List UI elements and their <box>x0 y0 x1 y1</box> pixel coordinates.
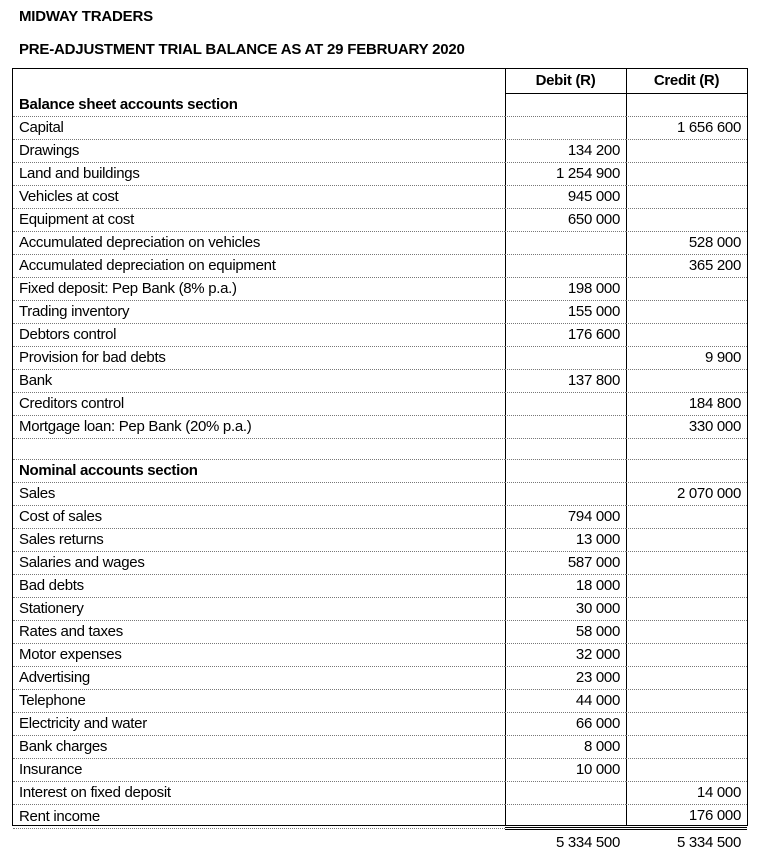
account-name: Debtors control <box>13 324 505 347</box>
account-name: Bad debts <box>13 575 505 598</box>
debit-amount <box>505 782 626 805</box>
account-name: Trading inventory <box>13 301 505 324</box>
credit-amount <box>626 324 747 347</box>
account-row <box>13 667 747 690</box>
account-row <box>13 232 747 255</box>
account-row <box>13 324 747 347</box>
account-name: Fixed deposit: Pep Bank (8% p.a.) <box>13 278 505 301</box>
account-row <box>13 621 747 644</box>
account-name: Capital <box>13 117 505 140</box>
credit-amount <box>626 667 747 690</box>
account-name: Bank charges <box>13 736 505 759</box>
section-header-row <box>13 460 747 483</box>
debit-amount: 945 000 <box>505 186 626 209</box>
account-row <box>13 483 747 506</box>
balance-section-title: Balance sheet accounts section <box>13 94 505 117</box>
credit-amount: 528 000 <box>626 232 747 255</box>
totals-blank <box>13 829 505 856</box>
account-row <box>13 163 747 186</box>
section-header-row <box>13 94 747 117</box>
debit-amount: 66 000 <box>505 713 626 736</box>
account-name: Land and buildings <box>13 163 505 186</box>
credit-amount <box>626 140 747 163</box>
spacer-cell <box>626 439 747 460</box>
credit-amount <box>626 690 747 713</box>
totals-row <box>13 829 747 856</box>
account-name: Motor expenses <box>13 644 505 667</box>
account-row <box>13 255 747 278</box>
account-name: Cost of sales <box>13 506 505 529</box>
account-row <box>13 644 747 667</box>
debit-amount: 587 000 <box>505 552 626 575</box>
debit-amount: 58 000 <box>505 621 626 644</box>
debit-total: 5 334 500 <box>505 829 626 856</box>
debit-amount: 44 000 <box>505 690 626 713</box>
credit-amount: 2 070 000 <box>626 483 747 506</box>
credit-total: 5 334 500 <box>626 829 747 856</box>
debit-amount: 650 000 <box>505 209 626 232</box>
account-name: Equipment at cost <box>13 209 505 232</box>
debit-amount: 23 000 <box>505 667 626 690</box>
credit-amount <box>626 598 747 621</box>
nominal-section-title: Nominal accounts section <box>13 460 505 483</box>
credit-amount: 176 000 <box>626 805 747 829</box>
account-row <box>13 552 747 575</box>
debit-amount: 1 254 900 <box>505 163 626 186</box>
debit-amount <box>505 805 626 829</box>
account-name: Advertising <box>13 667 505 690</box>
account-name: Sales returns <box>13 529 505 552</box>
account-row <box>13 759 747 782</box>
debit-amount: 8 000 <box>505 736 626 759</box>
company-name: MIDWAY TRADERS <box>19 8 153 25</box>
credit-amount <box>626 759 747 782</box>
debit-amount: 155 000 <box>505 301 626 324</box>
credit-amount <box>626 209 747 232</box>
account-row <box>13 690 747 713</box>
account-row <box>13 575 747 598</box>
debit-amount <box>505 393 626 416</box>
trial-balance-table <box>13 69 747 856</box>
column-header-row <box>13 69 747 94</box>
credit-amount: 184 800 <box>626 393 747 416</box>
account-name: Sales <box>13 483 505 506</box>
debit-amount <box>505 232 626 255</box>
credit-amount <box>626 370 747 393</box>
account-name: Accumulated depreciation on equipment <box>13 255 505 278</box>
account-row <box>13 186 747 209</box>
account-row <box>13 805 747 829</box>
trial-balance-title: PRE-ADJUSTMENT TRIAL BALANCE AS AT 29 FEBRUARY 2020 <box>19 41 465 58</box>
account-row <box>13 529 747 552</box>
debit-column-header: Debit (R) <box>505 69 626 94</box>
credit-amount <box>626 278 747 301</box>
debit-amount <box>505 416 626 439</box>
account-name: Drawings <box>13 140 505 163</box>
credit-amount <box>626 529 747 552</box>
section-header-credit-cell <box>626 460 747 483</box>
credit-amount <box>626 621 747 644</box>
debit-amount <box>505 347 626 370</box>
account-name: Rates and taxes <box>13 621 505 644</box>
account-name: Insurance <box>13 759 505 782</box>
account-name: Mortgage loan: Pep Bank (20% p.a.) <box>13 416 505 439</box>
account-row <box>13 416 747 439</box>
credit-amount: 365 200 <box>626 255 747 278</box>
debit-amount: 134 200 <box>505 140 626 163</box>
account-name: Vehicles at cost <box>13 186 505 209</box>
debit-amount: 176 600 <box>505 324 626 347</box>
account-row <box>13 506 747 529</box>
account-name: Provision for bad debts <box>13 347 505 370</box>
column-header-blank <box>13 69 505 94</box>
debit-amount: 794 000 <box>505 506 626 529</box>
account-row <box>13 370 747 393</box>
credit-amount <box>626 301 747 324</box>
credit-amount <box>626 506 747 529</box>
account-row <box>13 301 747 324</box>
section-header-credit-cell <box>626 94 747 117</box>
account-row <box>13 713 747 736</box>
debit-amount: 137 800 <box>505 370 626 393</box>
debit-amount: 10 000 <box>505 759 626 782</box>
credit-amount: 1 656 600 <box>626 117 747 140</box>
account-name: Stationery <box>13 598 505 621</box>
section-header-debit-cell <box>505 460 626 483</box>
account-name: Telephone <box>13 690 505 713</box>
spacer-cell <box>13 439 505 460</box>
credit-amount: 330 000 <box>626 416 747 439</box>
credit-amount: 9 900 <box>626 347 747 370</box>
credit-amount: 14 000 <box>626 782 747 805</box>
debit-amount: 198 000 <box>505 278 626 301</box>
account-name: Interest on fixed deposit <box>13 782 505 805</box>
debit-amount <box>505 483 626 506</box>
debit-amount <box>505 255 626 278</box>
account-name: Creditors control <box>13 393 505 416</box>
account-row <box>13 393 747 416</box>
account-name: Bank <box>13 370 505 393</box>
credit-amount <box>626 186 747 209</box>
account-name: Electricity and water <box>13 713 505 736</box>
account-row <box>13 209 747 232</box>
credit-amount <box>626 552 747 575</box>
account-row <box>13 782 747 805</box>
credit-amount <box>626 644 747 667</box>
account-row <box>13 347 747 370</box>
credit-column-header: Credit (R) <box>626 69 747 94</box>
debit-amount: 13 000 <box>505 529 626 552</box>
debit-amount: 18 000 <box>505 575 626 598</box>
account-row <box>13 736 747 759</box>
account-row <box>13 140 747 163</box>
credit-amount <box>626 163 747 186</box>
section-spacer-row <box>13 439 747 460</box>
spacer-cell <box>505 439 626 460</box>
debit-amount <box>505 117 626 140</box>
credit-amount <box>626 575 747 598</box>
debit-amount: 32 000 <box>505 644 626 667</box>
account-row <box>13 598 747 621</box>
account-name: Accumulated depreciation on vehicles <box>13 232 505 255</box>
section-header-debit-cell <box>505 94 626 117</box>
credit-amount <box>626 736 747 759</box>
account-row <box>13 117 747 140</box>
account-name: Salaries and wages <box>13 552 505 575</box>
credit-amount <box>626 713 747 736</box>
debit-amount: 30 000 <box>505 598 626 621</box>
account-row <box>13 278 747 301</box>
account-name: Rent income <box>13 805 505 829</box>
